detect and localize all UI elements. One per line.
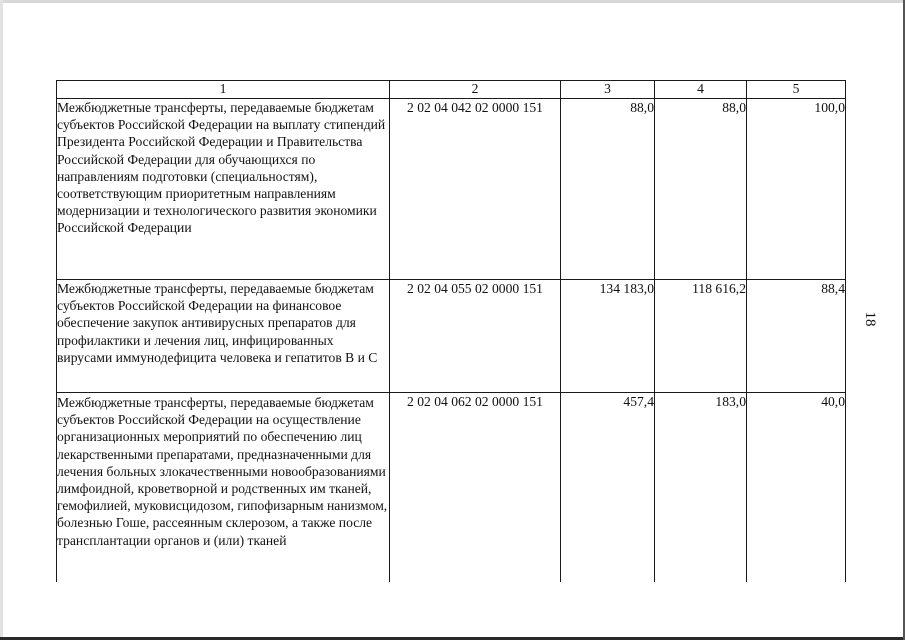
row-description: Межбюджетные трансферты, передаваемые бюджетам субъектов Российской Федерации на осуществление организационных мероприятий по обеспечению лиц лекарственными препаратами, предназначенными для лечения больных злокачественными новообразованиями лимфоидной, кроветворной и родственных им тканей, гемофилией, муковисцидозом, гипофизарным нанизмом, болезнью Гоше, рассеянным склерозом, а также после трансплантации органов и (или) тканей	[57, 393, 390, 583]
column-header-1: 1	[57, 81, 390, 99]
column-header-3: 3	[561, 81, 655, 99]
table-row	[57, 99, 846, 280]
scan-edge-top	[0, 0, 905, 3]
row-budget-code: 2 02 04 042 02 0000 151	[390, 99, 561, 280]
row-value-col5: 88,4	[747, 280, 846, 393]
row-value-col3: 457,4	[561, 393, 655, 583]
row-description: Межбюджетные трансферты, передаваемые бюджетам субъектов Российской Федерации на финансовое обеспечение закупок антивирусных препаратов для профилактики и лечения лиц, инфицированных вирусами иммунодефицита человека и гепатитов В и С	[57, 280, 390, 393]
row-description: Межбюджетные трансферты, передаваемые бюджетам субъектов Российской Федерации на выплату стипендий Президента Российской Федерации и Правительства Российской Федерации для обучающихся по направлениям подготовки (специальностям), соответствующим приоритетным направлениям модернизации и технологического развития экономики Российской Федерации	[57, 99, 390, 280]
row-budget-code: 2 02 04 055 02 0000 151	[390, 280, 561, 393]
column-header-5: 5	[747, 81, 846, 99]
row-value-col4: 88,0	[655, 99, 747, 280]
row-value-col3: 88,0	[561, 99, 655, 280]
row-value-col3: 134 183,0	[561, 280, 655, 393]
table-row	[57, 280, 846, 393]
page-number: 18	[862, 311, 878, 327]
table-row	[57, 393, 846, 583]
row-value-col4: 118 616,2	[655, 280, 747, 393]
scan-edge-left	[0, 0, 3, 640]
row-value-col4: 183,0	[655, 393, 747, 583]
budget-transfers-table	[56, 80, 846, 582]
header-row	[57, 81, 846, 99]
row-value-col5: 100,0	[747, 99, 846, 280]
row-value-col5: 40,0	[747, 393, 846, 583]
column-header-2: 2	[390, 81, 561, 99]
row-budget-code: 2 02 04 062 02 0000 151	[390, 393, 561, 583]
column-header-4: 4	[655, 81, 747, 99]
